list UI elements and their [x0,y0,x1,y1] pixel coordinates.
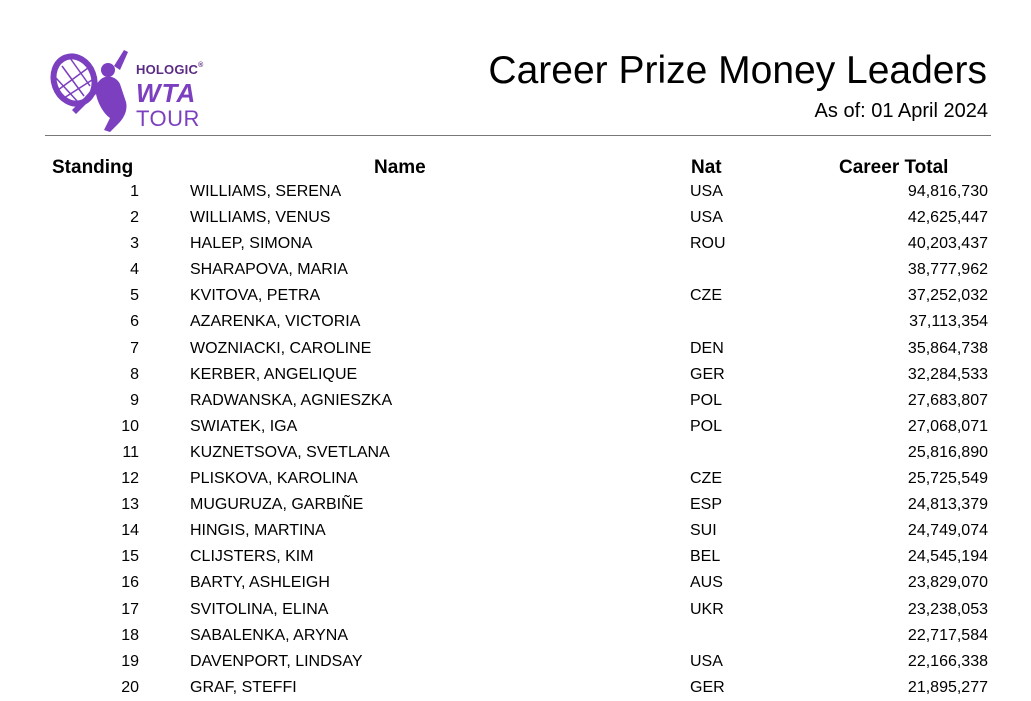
career-total-cell: 42,625,447 [907,209,988,227]
leaders-table [0,179,1031,701]
name-cell: WILLIAMS, SERENA [190,183,342,200]
nat-cell: CZE [690,287,722,305]
name-cell: KERBER, ANGELIQUE [190,365,358,383]
standing-cell: 10 [121,417,139,435]
nat-cell: ESP [690,496,723,514]
table-row [0,597,1031,623]
career-total-cell: 32,284,533 [907,365,988,383]
standing-cell: 9 [130,391,139,409]
table-row [0,205,1031,231]
nat-cell: GER [690,365,725,383]
name-cell: HINGIS, MARTINA [190,522,326,540]
career-total-cell: 25,725,549 [907,470,988,488]
table-row [0,179,1031,205]
name-cell: SVITOLINA, ELINA [190,600,329,618]
standing-cell: 17 [121,600,139,618]
standing-cell: 6 [130,313,139,331]
career-total-cell: 35,864,738 [907,339,988,357]
standing-cell: 3 [130,235,139,253]
standing-cell: 19 [121,652,139,670]
career-total-cell: 27,683,807 [907,391,988,409]
table-row [0,649,1031,675]
name-cell: SWIATEK, IGA [190,417,298,435]
standing-cell: 13 [121,496,139,514]
career-total-cell: 21,895,277 [907,678,988,696]
table-row [0,518,1031,544]
standing-cell: 5 [130,287,139,305]
standing-cell: 18 [121,626,139,644]
nat-cell: DEN [690,339,724,357]
nat-cell: BEL [690,548,721,566]
logo-wta: WTA [136,78,197,108]
table-row [0,283,1031,309]
header-divider [45,135,991,136]
name-cell: GRAF, STEFFI [190,678,297,696]
career-total-cell: 24,749,074 [907,522,988,540]
nat-cell: USA [690,183,723,200]
standing-cell: 15 [121,548,139,566]
nat-cell: AUS [690,574,723,592]
standing-cell: 12 [121,470,139,488]
column-header-standing: Standing [52,157,134,178]
career-total-cell: 25,816,890 [907,443,988,461]
logo-tour: TOUR [136,106,200,131]
table-row [0,414,1031,440]
standing-cell: 8 [130,365,139,383]
column-header-nat: Nat [691,157,722,178]
nat-cell: ROU [690,235,726,253]
name-cell: WOZNIACKI, CAROLINE [190,339,372,357]
table-row [0,362,1031,388]
name-cell: BARTY, ASHLEIGH [190,574,330,592]
career-total-cell: 27,068,071 [907,417,988,435]
name-cell: RADWANSKA, AGNIESZKA [190,391,393,409]
standing-cell: 11 [122,443,139,461]
table-row [0,336,1031,362]
column-header-name: Name [374,157,426,178]
career-total-cell: 94,816,730 [907,183,988,200]
table-row [0,231,1031,257]
table-row [0,309,1031,335]
table-row [0,675,1031,701]
career-total-cell: 22,166,338 [907,652,988,670]
career-total-cell: 23,238,053 [907,600,988,618]
nat-cell: USA [690,652,723,670]
standing-cell: 20 [121,678,139,696]
name-cell: WILLIAMS, VENUS [190,209,331,227]
standing-cell: 4 [130,261,139,279]
name-cell: KVITOVA, PETRA [190,287,321,305]
nat-cell: CZE [690,470,722,488]
career-total-cell: 40,203,437 [907,235,988,253]
name-cell: AZARENKA, VICTORIA [190,313,361,331]
career-total-cell: 37,252,032 [907,287,988,305]
career-total-cell: 37,113,354 [909,313,988,331]
name-cell: MUGURUZA, GARBIÑE [190,496,364,514]
name-cell: SABALENKA, ARYNA [190,626,348,644]
career-total-cell: 23,829,070 [907,574,988,592]
career-total-cell: 24,545,194 [907,548,988,566]
name-cell: CLIJSTERS, KIM [190,548,314,566]
table-row [0,466,1031,492]
table-row [0,257,1031,283]
nat-cell: GER [690,678,725,696]
wta-logo [48,44,218,136]
standing-cell: 2 [130,209,139,227]
table-row [0,492,1031,518]
table-row [0,623,1031,649]
standing-cell: 14 [121,522,139,540]
name-cell: KUZNETSOVA, SVETLANA [190,443,390,461]
nat-cell: POL [690,391,723,409]
standing-cell: 7 [130,339,139,357]
name-cell: SHARAPOVA, MARIA [190,261,348,279]
career-total-cell: 24,813,379 [907,496,988,514]
career-total-cell: 38,777,962 [907,261,988,279]
table-row [0,388,1031,414]
standing-cell: 1 [130,183,139,200]
name-cell: PLISKOVA, KAROLINA [190,470,358,488]
nat-cell: POL [690,417,723,435]
nat-cell: SUI [690,522,717,540]
name-cell: DAVENPORT, LINDSAY [190,652,363,670]
logo-brand: HOLOGIC® [136,62,204,77]
tennis-player-icon [48,44,138,136]
name-cell: HALEP, SIMONA [190,235,313,253]
table-row [0,544,1031,570]
table-row [0,440,1031,466]
as-of-date: As of: 01 April 2024 [814,100,988,122]
nat-cell: USA [690,209,723,227]
table-row [0,570,1031,596]
page-title: Career Prize Money Leaders [488,49,987,92]
column-header-career-total: Career Total [839,157,949,178]
nat-cell: UKR [690,600,724,618]
career-total-cell: 22,717,584 [907,626,988,644]
standing-cell: 16 [121,574,139,592]
